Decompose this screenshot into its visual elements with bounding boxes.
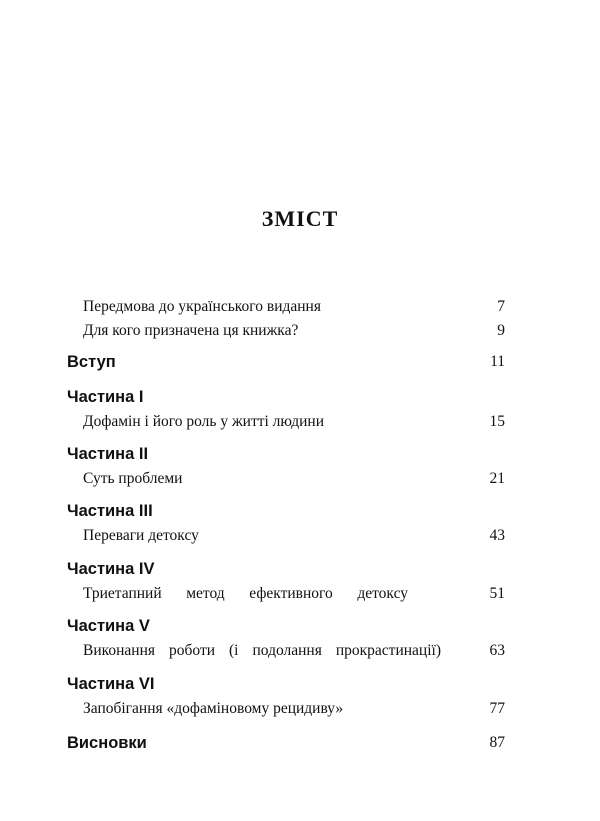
toc-entry-chapter-5 [0, 642, 600, 666]
toc-entry-chapter-2 [0, 470, 600, 494]
toc-page-number: 87 [489, 734, 505, 751]
toc-part-heading: Висновки [67, 734, 147, 752]
toc-entry-label: Виконання роботи (і подолання прокрастинації) [83, 642, 441, 659]
toc-part-4 [0, 560, 600, 584]
toc-part-heading: Частина VI [67, 675, 155, 693]
toc-page-number: 43 [489, 527, 505, 544]
toc-entry-foreword [0, 298, 600, 322]
toc-page-number: 63 [489, 642, 505, 659]
toc-part-5 [0, 617, 600, 641]
toc-part-2 [0, 445, 600, 469]
toc-entry-chapter-4 [0, 585, 600, 609]
toc-part-heading: Частина I [67, 388, 144, 406]
toc-entry-label: Триетапний метод ефективного детоксу [83, 585, 408, 602]
toc-part-heading: Частина V [67, 617, 150, 635]
toc-page-number: 11 [490, 353, 505, 370]
toc-entry-label: Суть проблеми [83, 470, 183, 487]
toc-page-number: 9 [497, 322, 505, 339]
toc-entry-chapter-6 [0, 700, 600, 724]
toc-entry-chapter-3 [0, 527, 600, 551]
toc-part-6 [0, 675, 600, 699]
toc-entry-label: Запобігання «дофаміновому рецидиву» [83, 700, 344, 717]
toc-part-heading: Вступ [67, 353, 116, 371]
toc-entry-label: Дофамін і його роль у житті людини [83, 413, 324, 430]
toc-part-heading: Частина II [67, 445, 149, 463]
toc-part-heading: Частина IV [67, 560, 155, 578]
toc-page-number: 21 [489, 470, 505, 487]
page-title: ЗМІСТ [261, 206, 339, 231]
toc-part-heading: Частина III [67, 502, 153, 520]
toc-entry-label: Для кого призначена ця книжка? [83, 322, 299, 339]
toc-entry-chapter-1 [0, 413, 600, 437]
toc-part-3 [0, 502, 600, 526]
toc-page-number: 51 [489, 585, 505, 602]
toc-entry-label: Передмова до українського видання [83, 298, 321, 315]
toc-entry-conclusions [0, 734, 600, 758]
toc-entry-audience [0, 322, 600, 346]
toc-page-number: 15 [489, 413, 505, 430]
toc-page-number: 7 [497, 298, 505, 315]
toc-part-1 [0, 388, 600, 412]
toc-entry-label: Переваги детоксу [83, 527, 199, 544]
toc-entry-introduction [0, 353, 600, 377]
toc-page-number: 77 [489, 700, 505, 717]
